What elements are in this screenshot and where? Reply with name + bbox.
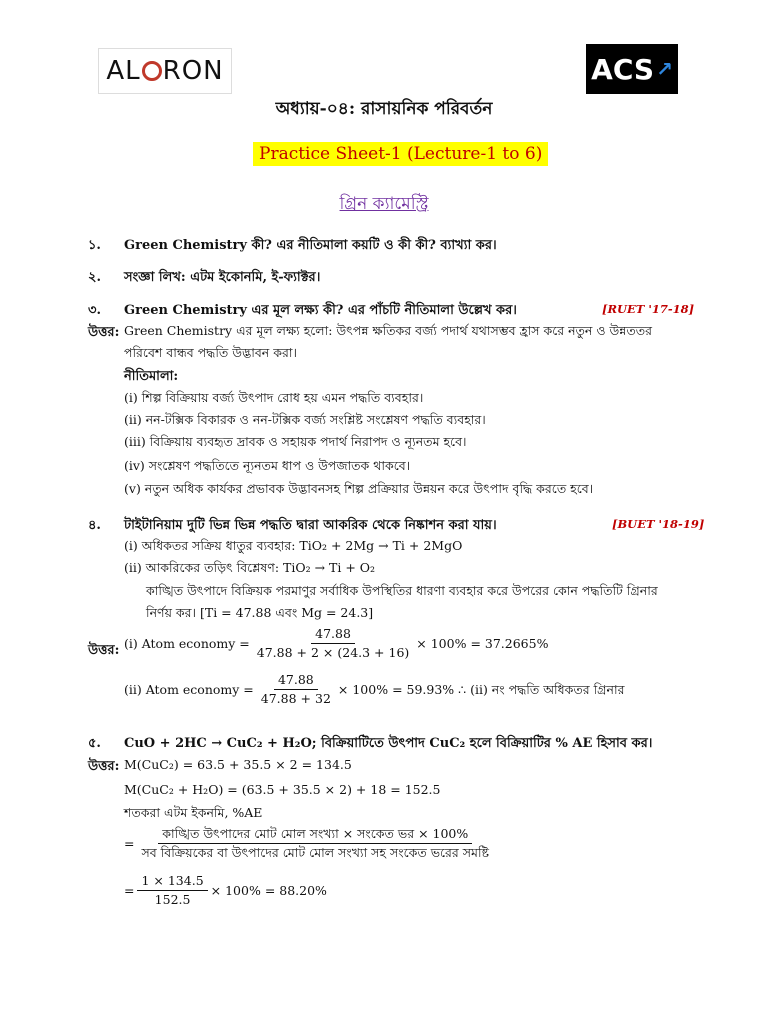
acs-logo (586, 44, 678, 94)
q5-equals-1: = (124, 835, 135, 851)
q4-method-2: (ii) আকরিকের তড়িৎ বিশ্লেষণ: TiO₂ → Ti + O₂ (124, 560, 376, 575)
q5-formula (124, 826, 496, 861)
q3-principle-1: (i) শিল্প বিক্রিয়ায় বর্জ্য উৎপাদ রোধ হয় এমন পদ্ধতি ব্যবহার। (124, 390, 424, 405)
q3-answer-line2: পরিবেশ বান্ধব পদ্ধতি উদ্ভাবন করা। (124, 345, 297, 360)
q4-a2-fraction (257, 672, 335, 707)
arrow-up-icon: ↗ (656, 57, 673, 81)
chapter-title: অধ্যায়-০৪: রাসায়নিক পরিবর্তন (275, 99, 493, 119)
q5-result-value: × 100% = 88.20% (210, 882, 327, 898)
q5-result-fraction (137, 873, 207, 908)
section-title: গ্রিন ক্যামেস্ট্রি (339, 194, 429, 214)
q4-reference: [BUET '18-19] (612, 517, 705, 531)
q3-principle-4: (iv) সংশ্লেষণ পদ্ধতিতে ন্যূনতম ধাপ ও উপজাতক থাকবে। (124, 458, 411, 473)
q3-principles-label: নীতিমালা: (124, 369, 179, 384)
q4-a1-prefix: (i) Atom economy = (124, 635, 250, 651)
q5-result (124, 873, 327, 908)
q4-a1-fraction (253, 626, 414, 661)
q4-text: টাইটানিয়াম দুটি ভিন্ন ভিন্ন পদ্ধতি দ্বারা আকরিক থেকে নিষ্কাশন করা যায়। (124, 518, 497, 533)
q5-text: CuO + 2HC → CuC₂ + H₂O; বিক্রিয়াটিতে উৎপাদ CuC₂ হলে বিক্রিয়াটির % AE হিসাব কর। (124, 736, 653, 751)
q4-a2-prefix: (ii) Atom economy = (124, 681, 254, 697)
q3-number: ৩. (88, 303, 101, 318)
q5-formula-numerator: কাঙ্খিত উৎপাদের মোট মোল সংখ্যা × সংকেত ভর × 100% (158, 826, 472, 844)
q5-number: ৫. (88, 736, 101, 751)
q5-molar-mass-2: M(CuC₂ + H₂O) = (63.5 + 35.5 × 2) + 18 = 152.5 (124, 782, 441, 797)
q5-formula-denominator: সব বিক্রিয়কের বা উৎপাদের মোট মোল সংখ্যা সহ সংকেত ভরের সমষ্টি (141, 845, 490, 860)
q4-answer-label: উত্তর: (88, 643, 120, 658)
q3-principle-5: (v) নতুন অধিক কার্যকর প্রভাবক উদ্ভাবনসহ শিল্প প্রক্রিয়ার উন্নয়ন করে উৎপাদ বৃদ্ধি করতে হবে। (124, 481, 594, 496)
q5-equals-2: = (124, 882, 135, 898)
q3-answer-line1: Green Chemistry এর মূল লক্ষ্য হলো: উৎপন্ন ক্ষতিকর বর্জ্য পদার্থ যথাসম্ভব হ্রাস করে নতুন ও উন্নততর (124, 323, 653, 338)
q4-a1-denominator: 47.88 + 2 × (24.3 + 16) (256, 645, 410, 660)
q4-description-2: নির্ণয় কর। [Ti = 47.88 এবং Mg = 24.3] (146, 605, 374, 620)
logo-text-a: AL (106, 56, 141, 86)
q5-result-denominator: 152.5 (154, 892, 191, 907)
q3-principle-3: (iii) বিক্রিয়ায় ব্যবহৃত দ্রাবক ও সহায়ক পদার্থ নিরাপদ ও ন্যূনতম হবে। (124, 434, 467, 449)
logo-text-b: RON (162, 56, 224, 86)
q5-answer-label: উত্তর: (88, 759, 120, 774)
logo-ring-icon (142, 61, 162, 81)
q4-answer-1 (124, 626, 548, 661)
practice-title: Practice Sheet-1 (Lecture-1 to 6) (253, 142, 548, 166)
aloron-logo (98, 48, 232, 94)
q2-text: সংজ্ঞা লিখ: এটম ইকোনমি, ই-ফ্যাক্টর। (124, 270, 321, 285)
acs-logo-text: ACS (591, 52, 655, 86)
q4-method-1: (i) অধিকতর সক্রিয় ধাতুর ব্যবহার: TiO₂ + 2Mg → Ti + 2MgO (124, 538, 463, 553)
q4-number: ৪. (88, 518, 101, 533)
q3-principle-2: (ii) নন-টক্সিক বিকারক ও নন-টক্সিক বর্জ্য সংশ্লিষ্ট সংশ্লেষণ পদ্ধতি ব্যবহার। (124, 412, 486, 427)
q4-a1-numerator: 47.88 (311, 626, 355, 644)
q5-result-numerator: 1 × 134.5 (137, 873, 207, 891)
q5-molar-mass-1: M(CuC₂) = 63.5 + 35.5 × 2 = 134.5 (124, 757, 352, 772)
q4-answer-2 (124, 672, 624, 707)
q4-a2-denominator: 47.88 + 32 (260, 691, 331, 706)
q4-a2-result: × 100% = 59.93% ∴ (ii) নং পদ্ধতি অধিকতর গ্রিনার (337, 681, 625, 697)
q2-number: ২. (88, 270, 101, 285)
q4-description-1: কাঙ্খিত উৎপাদে বিক্রিয়ক পরমাণুর সর্বাধিক উপস্থিতির ধারণা ব্যবহার করে উপরের কোন পদ্ধতিটি গ্রিনার (146, 583, 658, 598)
q3-text: Green Chemistry এর মূল লক্ষ্য কী? এর পাঁচটি নীতিমালা উল্লেখ কর। (124, 303, 517, 318)
q1-text: Green Chemistry কী? এর নীতিমালা কয়টি ও কী কী? ব্যাখ্যা কর। (124, 238, 497, 253)
q1-number: ১. (88, 238, 101, 253)
q5-ae-label: শতকরা এটম ইকনমি, %AE (124, 805, 263, 820)
q4-a1-result: × 100% = 37.2665% (416, 635, 549, 651)
q5-formula-fraction (137, 826, 493, 861)
q3-answer-label: উত্তর: (88, 325, 120, 340)
q4-a2-numerator: 47.88 (274, 672, 318, 690)
q3-reference: [RUET '17-18] (602, 302, 695, 316)
